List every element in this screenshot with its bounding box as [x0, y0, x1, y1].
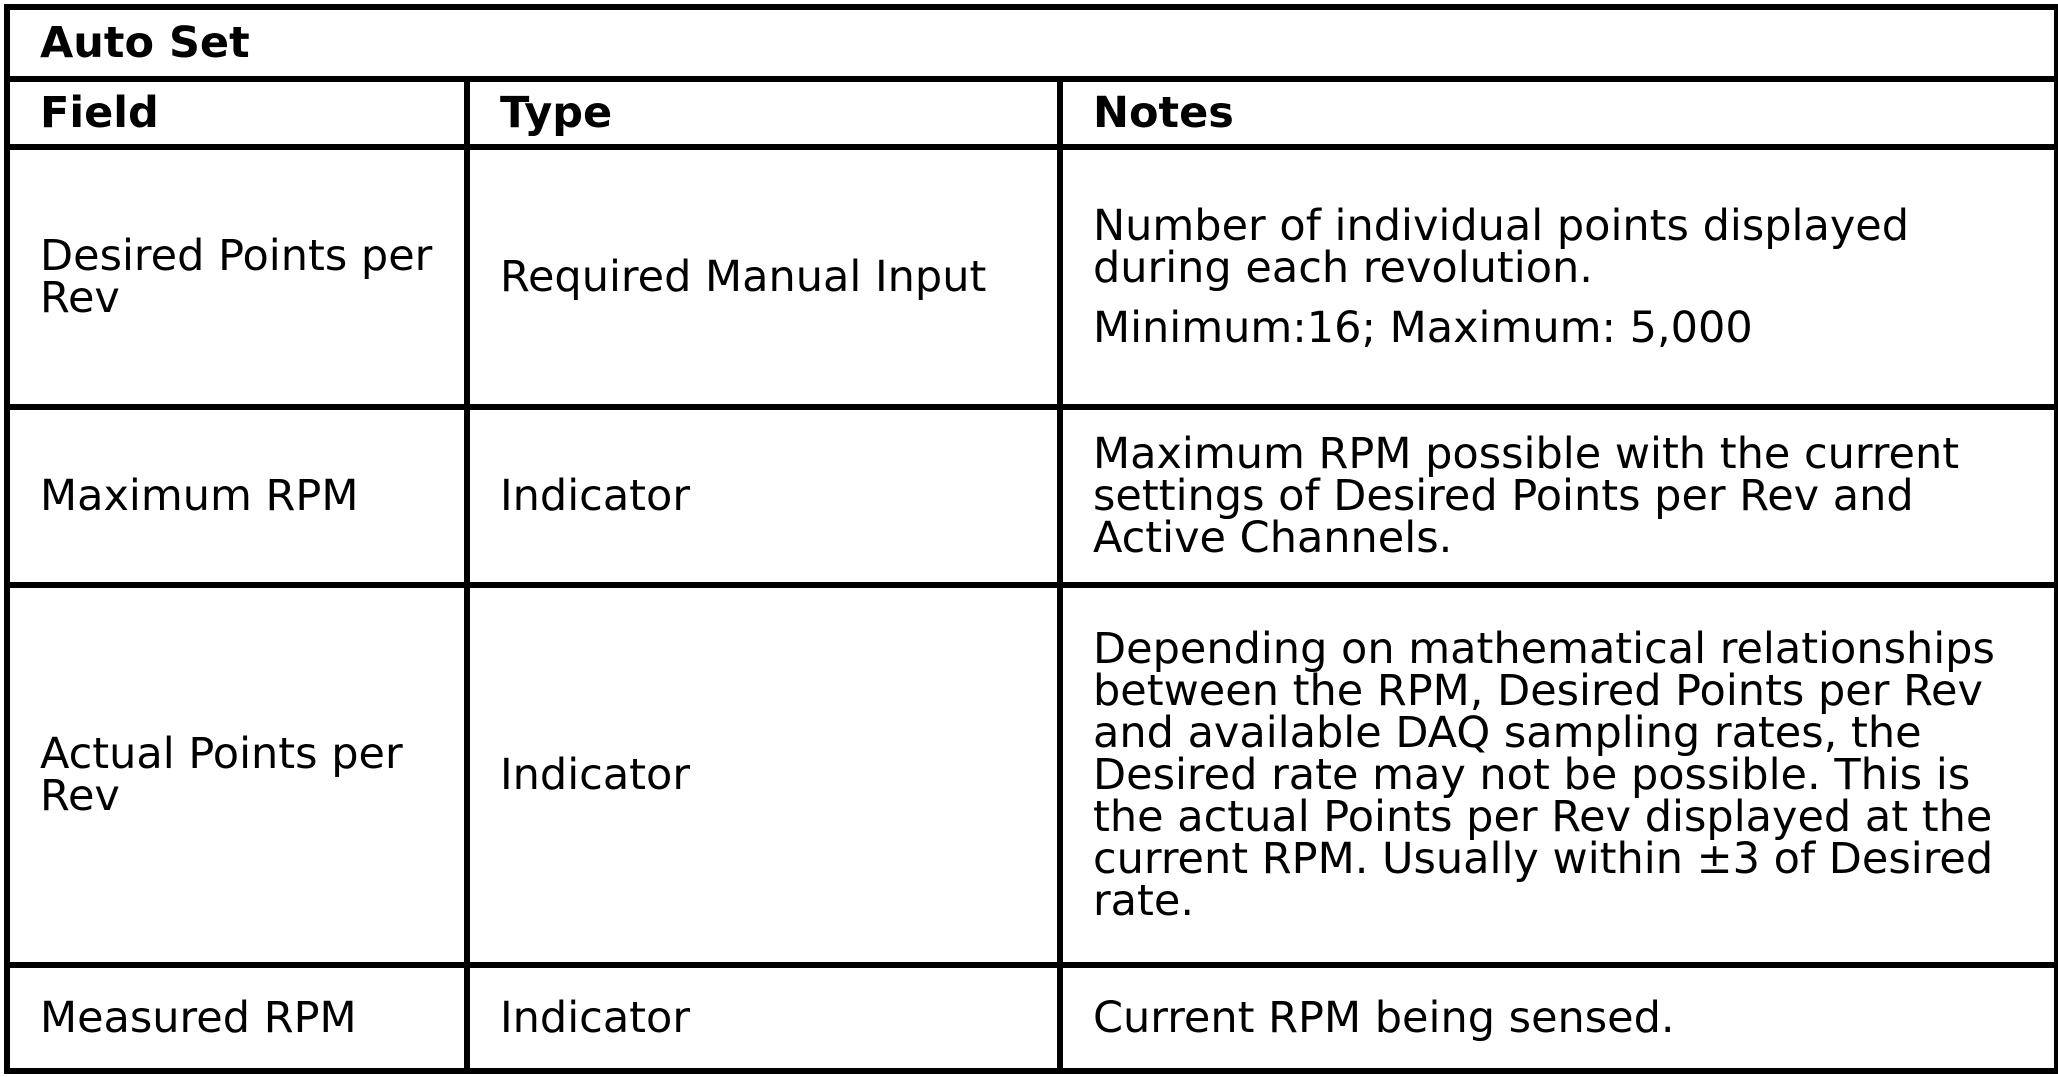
field-cell: Desired Points per Rev [7, 147, 467, 407]
type-cell: Indicator [467, 585, 1060, 965]
notes-text: Current RPM being sensed. [1093, 993, 1675, 1043]
table-row [7, 965, 2057, 1071]
field-cell: Actual Points per Rev [7, 585, 467, 965]
column-header-type: Type [467, 79, 1060, 147]
type-cell: Indicator [467, 965, 1060, 1071]
notes-text: Depending on mathematical relationships between the RPM, Desired Points per Rev and available DAQ sampling rates, the Desired rate may not be possible. This is the actual Points per Rev displayed at the current RPM. Usually within ±3 of Desired rate. [1093, 624, 1995, 926]
notes-text: Maximum RPM possible with the current settings of Desired Points per Rev and Active Channels. [1093, 429, 1960, 563]
table-title: Auto Set [7, 7, 2057, 79]
field-cell: Measured RPM [7, 965, 467, 1071]
column-header-notes: Notes [1060, 79, 2057, 147]
notes-range-text: Minimum:16; Maximum: 5,000 [1093, 303, 1753, 353]
notes-cell [1060, 147, 2057, 407]
notes-cell [1060, 965, 2057, 1071]
notes-cell [1060, 585, 2057, 965]
notes-cell [1060, 407, 2057, 585]
table-row [7, 407, 2057, 585]
column-header-field: Field [7, 79, 467, 147]
table-row [7, 585, 2057, 965]
type-cell: Required Manual Input [467, 147, 1060, 407]
auto-set-table [4, 4, 2058, 1074]
field-cell: Maximum RPM [7, 407, 467, 585]
table-title-row [7, 7, 2057, 79]
notes-text: Number of individual points displayed during each revolution. [1093, 201, 1910, 293]
table-header-row [7, 79, 2057, 147]
type-cell: Indicator [467, 407, 1060, 585]
table-row [7, 147, 2057, 407]
